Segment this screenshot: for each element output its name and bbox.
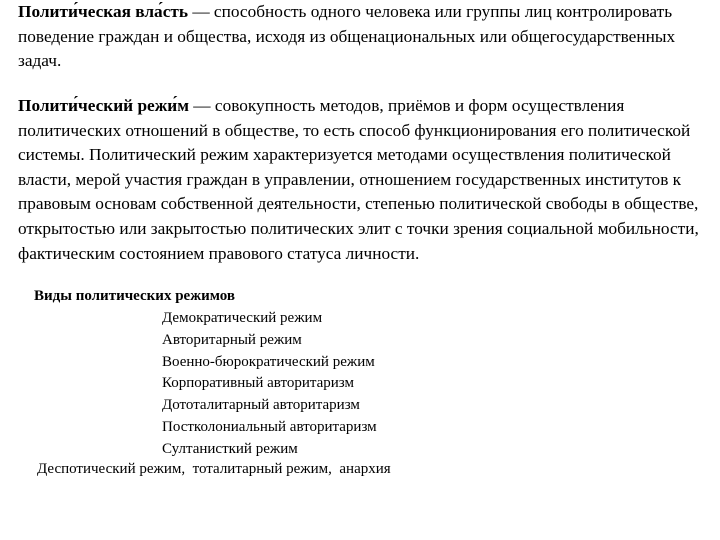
regime-types-list xyxy=(162,308,377,461)
regime-type-item: Авторитарный режим xyxy=(162,331,302,348)
regime-types-heading: Виды политических режимов xyxy=(34,288,235,304)
political-power-definition xyxy=(18,0,710,74)
regime-type-item: Военно-бюрократический режим xyxy=(162,353,375,370)
political-power-term: Полити́ческая вла́сть xyxy=(18,2,188,21)
regime-type-item: Демократический режим xyxy=(162,310,323,326)
political-regime-definition xyxy=(18,94,710,266)
regime-type-item: Дототалитарный авторитаризм xyxy=(162,397,360,414)
regime-type-item: Корпоративный авторитаризм xyxy=(162,375,354,392)
other-regime-types: Деспотический режим, тоталитарный режим, анархия xyxy=(37,461,391,477)
regime-type-item: Султанисткий режим xyxy=(162,440,298,457)
regime-type-item: Постколониальный авторитаризм xyxy=(162,418,377,435)
political-regime-term: Полити́ческий режи́м xyxy=(18,96,189,115)
political-power-text: — способность одного человека или группы лиц контролировать поведение граждан и общества, исходя из общенациональных или общегосударственных задач. xyxy=(18,2,676,71)
political-regime-text: — совокупность методов, приёмов и форм осуществления политических отношений в обществе, то есть способ функционирования его политической системы. Политический режим характеризуется методами осуществления политической власти, мерой участия граждан в управлении, отношением государственных институтов к правовым основам собственной деятельности, степенью политической свободы в обществе, открытостью или закрытостью политических элит с точки зрения социальной мобильности, фактическим состоянием правового статуса личности. xyxy=(18,96,699,263)
